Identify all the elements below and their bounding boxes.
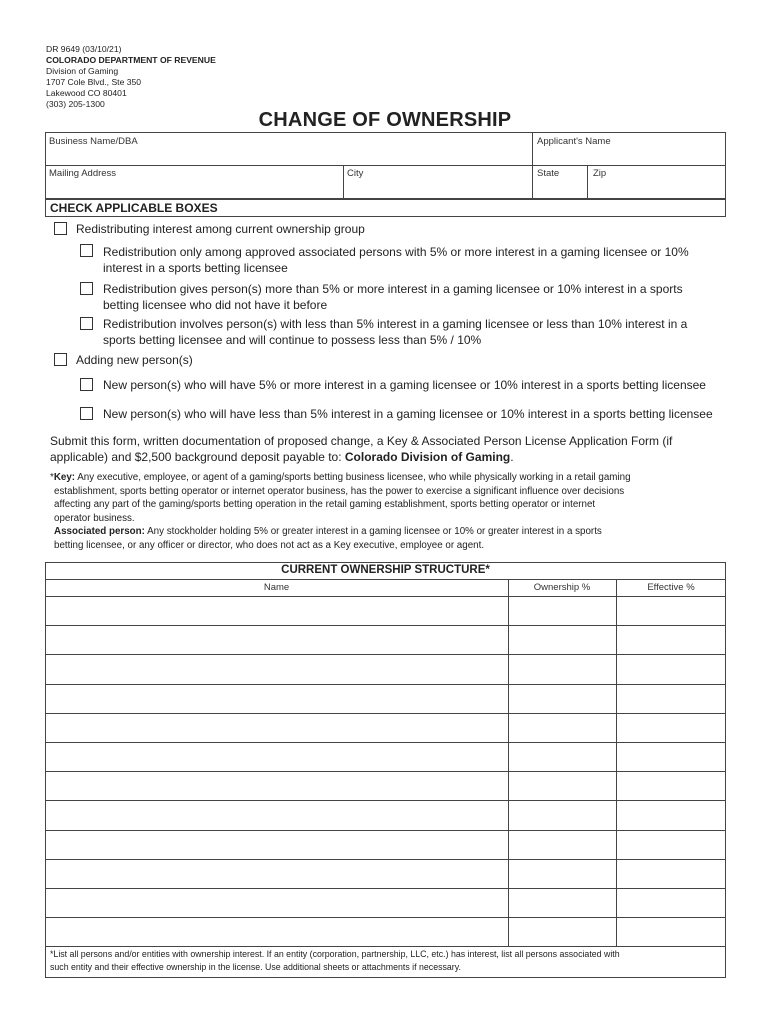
effective-percent-cell[interactable] (617, 772, 725, 799)
effective-percent-cell[interactable] (617, 889, 725, 916)
table-footnote (50, 948, 620, 973)
asterisk: * (50, 472, 54, 483)
definition-text: Any stockholder holding 5% or greater interest in a gaming licensee or 10% or greater interest in a sports (144, 526, 602, 538)
owner-name-cell[interactable] (46, 918, 507, 945)
associated-definition-line: betting licensee, or any officer or director, who does not act as a Key executive, employee or agent. (54, 539, 485, 551)
redistributing-checkbox[interactable] (54, 222, 67, 235)
definitions (50, 471, 631, 553)
zip-label: Zip (593, 168, 607, 179)
owner-name-cell[interactable] (46, 714, 507, 741)
effective-percent-cell[interactable] (617, 743, 725, 770)
applicant-name-field[interactable] (535, 148, 724, 164)
owner-name-cell[interactable] (46, 685, 507, 712)
option-text-line: Redistribution involves person(s) with less than 5% interest in a gaming licensee or less than 10% interest in a (103, 317, 688, 331)
effective-percent-cell[interactable] (617, 597, 725, 624)
effective-percent-cell[interactable] (617, 655, 725, 682)
mailing-address-field[interactable] (48, 180, 341, 197)
owner-name-cell[interactable] (46, 597, 507, 624)
business-name-field[interactable] (48, 148, 530, 164)
divider (45, 165, 726, 166)
redist-option-1-checkbox[interactable] (80, 244, 93, 257)
key-term: Key: (53, 472, 76, 483)
footnote-line: *List all persons and/or entities with ownership interest. If an entity (corporation, partnership, LLC, etc.) has interest, list all persons associated with (50, 949, 620, 959)
adding-new-persons-label: Adding new person(s) (76, 353, 193, 367)
row-divider (45, 684, 726, 685)
instruction-line (50, 449, 672, 465)
instruction-text: . (510, 450, 514, 464)
divider (587, 165, 588, 199)
effective-percent-cell[interactable] (617, 801, 725, 828)
owner-name-cell[interactable] (46, 626, 507, 653)
adding-option-2-label: New person(s) who will have less than 5% interest in a gaming licensee or 10% interest in a sports betting licensee (103, 407, 713, 421)
zip-field[interactable] (590, 180, 724, 197)
effective-percent-cell[interactable] (617, 860, 725, 887)
row-divider (45, 625, 726, 626)
ownership-percent-cell[interactable] (509, 597, 615, 624)
owner-name-cell[interactable] (46, 743, 507, 770)
owner-name-cell[interactable] (46, 772, 507, 799)
key-definition-line: operator business. (54, 512, 135, 524)
key-definition-line: affecting any part of the gaming/sports betting operation in the retail gaming establishment, sports betting operator or internet (54, 499, 596, 511)
state-label: State (537, 168, 560, 179)
instruction-text: applicable) and $2,500 background deposit payable to: (50, 450, 345, 464)
adding-new-persons-checkbox[interactable] (54, 353, 67, 366)
ownership-percent-cell[interactable] (509, 714, 615, 741)
department-name: COLORADO DEPARTMENT OF REVENUE (46, 55, 216, 65)
effective-percent-cell[interactable] (617, 685, 725, 712)
address-line-2: Lakewood CO 80401 (46, 88, 127, 98)
row-divider (45, 742, 726, 743)
instruction-line: Submit this form, written documentation of proposed change, a Key & Associated Person License Application Form (if (50, 434, 673, 448)
ownership-table-title: CURRENT OWNERSHIP STRUCTURE* (281, 564, 490, 576)
definition-text: Any executive, employee, or agent of a gaming/sports betting business licensee, who while physically working in a retail gaming (75, 472, 631, 483)
option-text-line: sports betting licensee and will continue to possess less than 5% / 10% (103, 333, 482, 347)
payee-name: Colorado Division of Gaming (344, 450, 511, 464)
business-name-label: Business Name/DBA (49, 136, 138, 147)
associated-definition-line (50, 525, 631, 539)
submission-instructions (50, 433, 672, 465)
page-title: CHANGE OF OWNERSHIP (258, 109, 512, 131)
redistributing-label: Redistributing interest among current ownership group (76, 222, 365, 236)
phone-number: (303) 205-1300 (46, 99, 105, 109)
option-text-line: Redistribution gives person(s) more than 5% or more interest in a gaming licensee or 10% interest in a sports (103, 282, 683, 296)
effective-percent-cell[interactable] (617, 831, 725, 858)
footnote-line: such entity and their effective ownership in the license. Use additional sheets or attachments if necessary. (50, 961, 461, 972)
division-name: Division of Gaming (46, 66, 119, 76)
row-divider (45, 888, 726, 889)
state-field[interactable] (535, 180, 585, 197)
option-text-line: betting licensee who did not have it before (103, 298, 328, 312)
owner-name-cell[interactable] (46, 801, 507, 828)
row-divider (45, 713, 726, 714)
ownership-percent-cell[interactable] (509, 889, 615, 916)
divider (343, 165, 344, 199)
adding-option-1-checkbox[interactable] (80, 378, 93, 391)
mailing-address-label: Mailing Address (49, 168, 117, 179)
redist-option-1-label (103, 244, 689, 276)
owner-name-cell[interactable] (46, 831, 507, 858)
ownership-percent-cell[interactable] (509, 831, 615, 858)
city-label: City (347, 168, 364, 179)
divider (45, 946, 726, 947)
row-divider (45, 771, 726, 772)
row-divider (45, 917, 726, 918)
divider (45, 579, 726, 580)
row-divider (45, 654, 726, 655)
effective-percent-cell[interactable] (617, 626, 725, 653)
option-text-line: interest in a sports betting licensee (103, 261, 288, 275)
row-divider (45, 830, 726, 831)
divider (532, 132, 533, 199)
form-number: DR 9649 (03/10/21) (46, 44, 122, 54)
ownership-percent-cell[interactable] (509, 772, 615, 799)
ownership-percent-cell[interactable] (509, 685, 615, 712)
option-text-line: Redistribution only among approved associated persons with 5% or more interest in a gaming licensee or 10% (103, 245, 689, 259)
ownership-percent-cell[interactable] (509, 801, 615, 828)
owner-name-cell[interactable] (46, 860, 507, 887)
adding-option-2-checkbox[interactable] (80, 407, 93, 420)
ownership-percent-cell[interactable] (509, 655, 615, 682)
ownership-percent-cell[interactable] (509, 626, 615, 653)
redist-option-2-checkbox[interactable] (80, 282, 93, 295)
section-title: CHECK APPLICABLE BOXES (50, 201, 218, 215)
key-definition-line (50, 471, 631, 485)
row-divider (45, 800, 726, 801)
city-field[interactable] (346, 180, 530, 197)
column-header-name: Name (263, 582, 290, 593)
ownership-percent-cell[interactable] (509, 918, 615, 945)
row-divider (45, 859, 726, 860)
address-line-1: 1707 Cole Blvd., Ste 350 (46, 77, 142, 87)
ownership-percent-cell[interactable] (509, 860, 615, 887)
form-header (46, 44, 216, 110)
associated-term: Associated person: (54, 526, 145, 538)
owner-name-cell[interactable] (46, 889, 507, 916)
applicant-name-label: Applicant's Name (537, 136, 611, 147)
column-header-ownership: Ownership % (533, 582, 591, 593)
effective-percent-cell[interactable] (617, 918, 725, 945)
redist-option-3-label (103, 316, 687, 348)
adding-option-1-label: New person(s) who will have 5% or more interest in a gaming licensee or 10% interest in a sports betting licensee (103, 378, 706, 392)
redist-option-2-label (103, 281, 683, 313)
owner-name-cell[interactable] (46, 655, 507, 682)
column-header-effective: Effective % (647, 582, 695, 593)
key-definition-line: establishment, sports betting operator or internet operator business, has the power to exercise a significant influence over decisions (54, 485, 625, 497)
effective-percent-cell[interactable] (617, 714, 725, 741)
redist-option-3-checkbox[interactable] (80, 317, 93, 330)
ownership-percent-cell[interactable] (509, 743, 615, 770)
